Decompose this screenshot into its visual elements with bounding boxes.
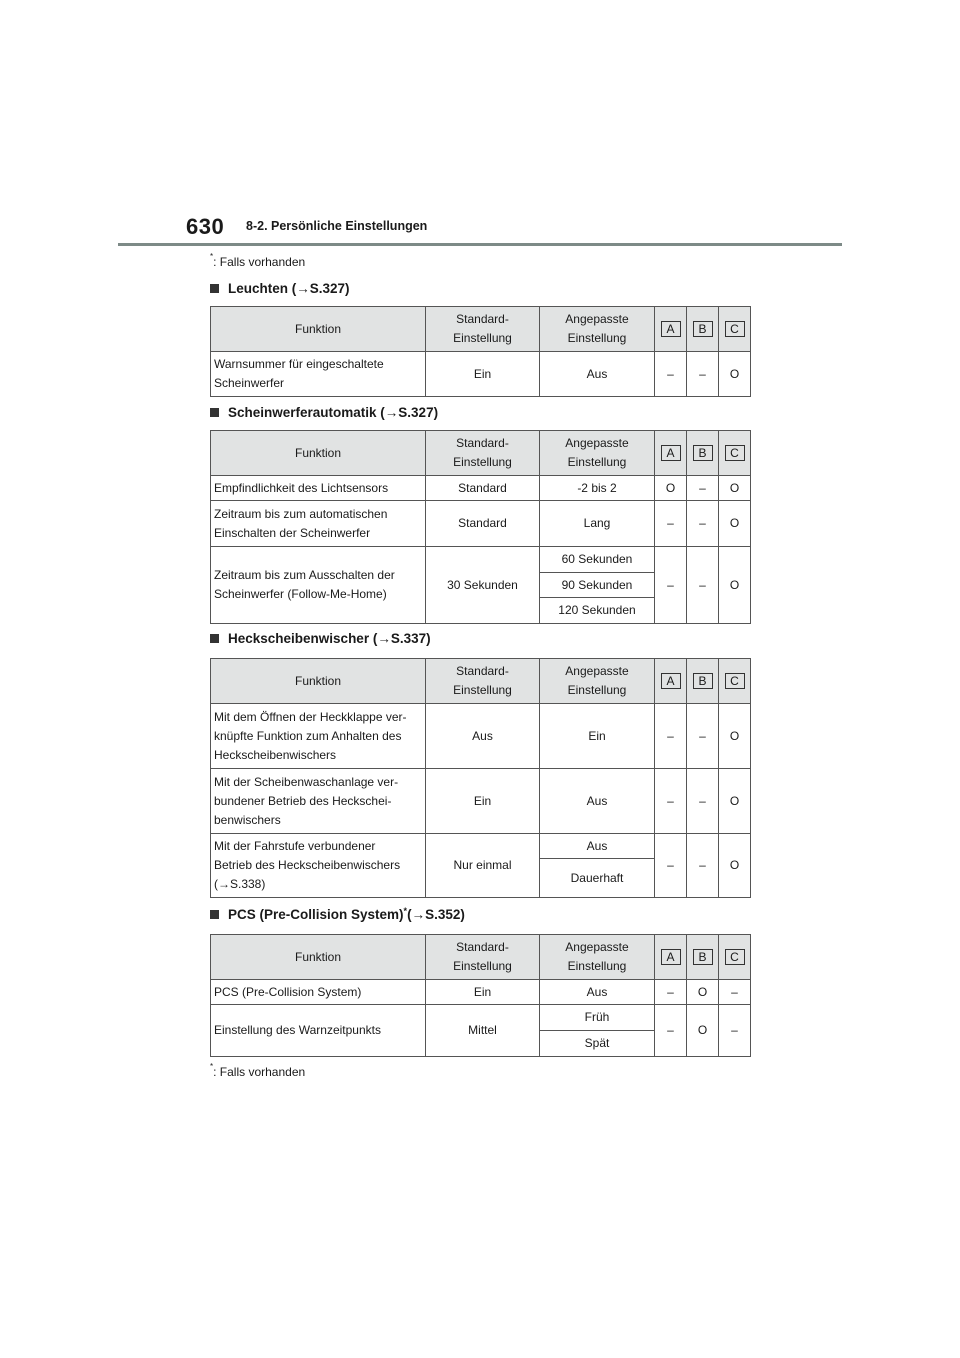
cell-b: – (687, 476, 719, 501)
table-header-row (211, 659, 751, 704)
cell-funktion: Mit der Fahrstufe verbundener Betrieb des Heckscheibenwischers (→S.338) (211, 834, 426, 898)
cell-angepasst: Ein (540, 704, 655, 769)
table-row (211, 704, 751, 769)
cell-standard: Nur einmal (426, 834, 540, 898)
cell-b: – (687, 769, 719, 834)
page-reference[interactable]: S.327) (398, 405, 439, 420)
cell-a: – (655, 769, 687, 834)
table-header-row (211, 935, 751, 980)
cell-angepasst: Lang (540, 501, 655, 547)
table-row (211, 476, 751, 501)
page-reference[interactable]: S.352) (425, 907, 465, 922)
cell-funktion: Warnsummer für eingeschaltete Scheinwerfer (211, 352, 426, 397)
section-heading-leuchten (210, 281, 350, 296)
cell-a: – (655, 834, 687, 898)
header-c: C (719, 659, 751, 704)
header-angepasst: Angepasste Einstellung (540, 431, 655, 476)
cell-funktion: Mit dem Öffnen der Heckklappe ver- knüpfte Funktion zum Anhalten des Heckscheibenwischers (211, 704, 426, 769)
cell-funktion: Einstellung des Warnzeitpunkts (211, 1005, 426, 1057)
cell-angepasst: Aus (540, 769, 655, 834)
header-b: B (687, 935, 719, 980)
section-title: Scheinwerferautomatik ( (228, 405, 385, 420)
cell-b: O (687, 1005, 719, 1057)
header-b: B (687, 307, 719, 352)
cell-a: – (655, 501, 687, 547)
cell-angepasst: Aus (540, 980, 655, 1005)
cell-a: O (655, 476, 687, 501)
bullet-square-icon (210, 634, 219, 643)
section-heading-scheinwerfer (210, 405, 438, 420)
cell-a: – (655, 352, 687, 397)
cell-c: O (719, 547, 751, 624)
cell-a: – (655, 1005, 687, 1057)
table-header-row (211, 307, 751, 352)
cell-standard: Aus (426, 704, 540, 769)
header-b: B (687, 431, 719, 476)
header-funktion: Funktion (211, 935, 426, 980)
table-row (211, 352, 751, 397)
cell-c: O (719, 352, 751, 397)
section-heading-pcs (210, 907, 465, 922)
cell-b: – (687, 704, 719, 769)
header-standard: Standard- Einstellung (426, 307, 540, 352)
cell-standard: Standard (426, 476, 540, 501)
header-funktion: Funktion (211, 431, 426, 476)
footnote-mark: * (210, 252, 214, 261)
cell-standard: 30 Sekunden (426, 547, 540, 624)
cell-funktion: Mit der Scheibenwaschanlage ver- bundener Betrieb des Heckschei- benwischers (211, 769, 426, 834)
cell-standard: Mittel (426, 1005, 540, 1057)
section-title: PCS (Pre-Collision System) (228, 907, 404, 922)
cell-standard: Ein (426, 769, 540, 834)
cell-funktion: Empfindlichkeit des Lichtsensors (211, 476, 426, 501)
footnote-mark: * (403, 905, 408, 916)
cell-c: O (719, 476, 751, 501)
header-rule (118, 243, 842, 246)
table-row (211, 547, 751, 573)
header-standard: Standard- Einstellung (426, 431, 540, 476)
page-reference[interactable]: S.327) (309, 281, 350, 296)
page-reference[interactable]: S.338) (230, 877, 266, 891)
cell-standard: Ein (426, 980, 540, 1005)
cell-c: O (719, 834, 751, 898)
header-angepasst: Angepasste Einstellung (540, 935, 655, 980)
cell-angepasst-option: Spät (540, 1031, 655, 1057)
table-row (211, 501, 751, 547)
header-a: A (655, 935, 687, 980)
cell-b: – (687, 834, 719, 898)
footnote-text: : Falls vorhanden (213, 255, 306, 269)
table-row (211, 834, 751, 859)
header-c: C (719, 307, 751, 352)
cell-c: O (719, 704, 751, 769)
table-header-row (211, 431, 751, 476)
cell-b: O (687, 980, 719, 1005)
settings-table-pcs (210, 934, 751, 1057)
cell-b: – (687, 547, 719, 624)
header-funktion: Funktion (211, 659, 426, 704)
cell-funktion: Zeitraum bis zum Ausschalten der Scheinwerfer (Follow-Me-Home) (211, 547, 426, 624)
cell-angepasst-option: Dauerhaft (540, 859, 655, 898)
settings-table-scheinwerfer (210, 430, 751, 624)
footnote-text: : Falls vorhanden (213, 1065, 306, 1079)
arrow-icon: → (384, 405, 399, 420)
settings-table-heckwischer (210, 658, 751, 898)
cell-c: O (719, 501, 751, 547)
bullet-square-icon (210, 284, 219, 293)
cell-b: – (687, 352, 719, 397)
arrow-icon: → (377, 631, 391, 646)
header-a: A (655, 431, 687, 476)
bullet-square-icon (210, 408, 219, 417)
table-row (211, 1005, 751, 1031)
cell-angepasst: Aus (540, 352, 655, 397)
chapter-title: 8-2. Persönliche Einstellungen (246, 219, 428, 233)
cell-angepasst-option: 120 Sekunden (540, 598, 655, 624)
footnote-mark: * (210, 1062, 214, 1071)
cell-c: – (719, 1005, 751, 1057)
table-row (211, 769, 751, 834)
page-reference[interactable]: S.337) (390, 631, 431, 646)
cell-funktion: Zeitraum bis zum automatischen Einschalten der Scheinwerfer (211, 501, 426, 547)
cell-a: – (655, 547, 687, 624)
section-title: Heckscheibenwischer ( (228, 631, 378, 646)
header-funktion: Funktion (211, 307, 426, 352)
cell-angepasst-option: 90 Sekunden (540, 573, 655, 598)
header-angepasst: Angepasste Einstellung (540, 307, 655, 352)
bullet-square-icon (210, 910, 219, 919)
header-b: B (687, 659, 719, 704)
settings-table-leuchten (210, 306, 751, 397)
arrow-icon: → (296, 281, 310, 296)
header-a: A (655, 307, 687, 352)
footnote-top (210, 254, 305, 269)
section-title: Leuchten ( (228, 281, 297, 296)
cell-angepasst-option: 60 Sekunden (540, 547, 655, 573)
cell-angepasst: -2 bis 2 (540, 476, 655, 501)
arrow-icon: (→ (407, 907, 426, 922)
footnote-bottom (210, 1064, 305, 1079)
header-standard: Standard- Einstellung (426, 659, 540, 704)
section-heading-heckwischer (210, 631, 431, 646)
cell-b: – (687, 501, 719, 547)
page-number: 630 (186, 214, 225, 239)
cell-standard: Standard (426, 501, 540, 547)
cell-c: – (719, 980, 751, 1005)
header-a: A (655, 659, 687, 704)
table-row (211, 980, 751, 1005)
cell-a: – (655, 704, 687, 769)
cell-c: O (719, 769, 751, 834)
header-standard: Standard- Einstellung (426, 935, 540, 980)
header-angepasst: Angepasste Einstellung (540, 659, 655, 704)
header-c: C (719, 935, 751, 980)
cell-funktion: PCS (Pre-Collision System) (211, 980, 426, 1005)
header-c: C (719, 431, 751, 476)
cell-angepasst-option: Aus (540, 834, 655, 859)
cell-angepasst-option: Früh (540, 1005, 655, 1031)
cell-a: – (655, 980, 687, 1005)
cell-standard: Ein (426, 352, 540, 397)
